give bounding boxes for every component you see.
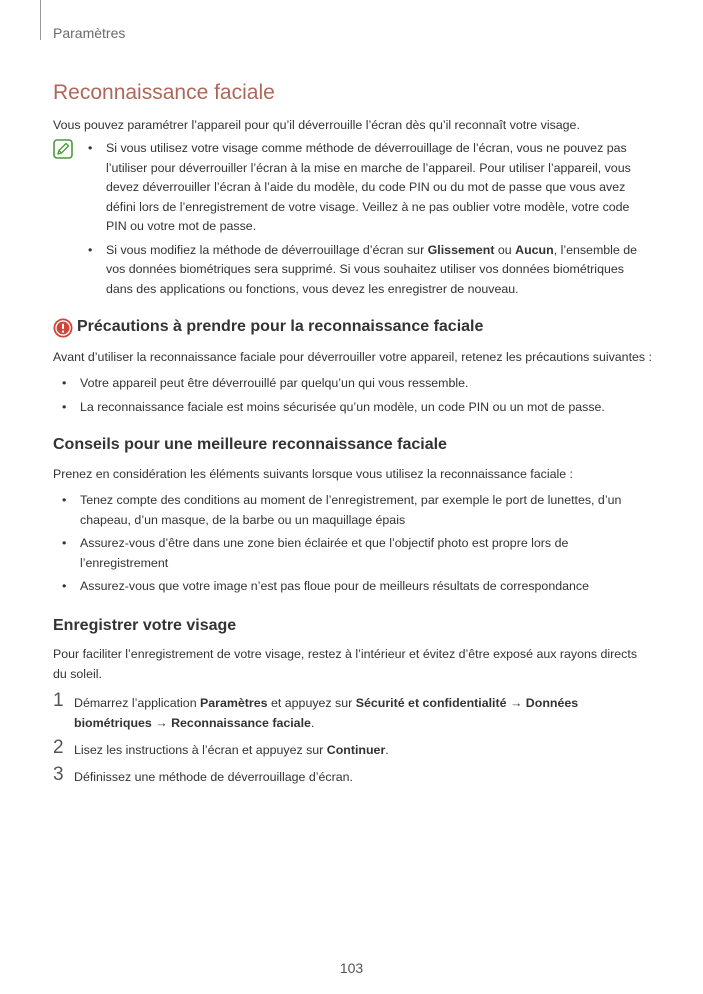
list-item [62,491,654,530]
precautions-intro: Avant d’utiliser la reconnaissance faciale pour déverrouiller votre appareil, retenez les précautions suivantes : [53,350,652,364]
bullet: • [62,536,67,550]
list-item-text: Assurez-vous d’être dans une zone bien éclairée et que l’objectif photo est propre lors de l’enregistrement [80,536,569,570]
bullet: • [62,376,67,390]
list-item [62,398,654,418]
list-item-text: Assurez-vous que votre image n’est pas floue pour de meilleurs résultats de correspondance [80,579,589,593]
list-item-text: Tenez compte des conditions au moment de l’enregistrement, par exemple le port de lunettes, d’un chapeau, d’un masque, de la barbe ou un maquillage épais [80,493,622,527]
page-number: 103 [339,960,364,976]
tips-intro: Prenez en considération les éléments suivants lorsque vous utilisez la reconnaissance faciale : [53,467,574,481]
bullet: • [62,579,67,593]
precautions-heading: Précautions à prendre pour la reconnaissance faciale [77,318,484,335]
section-header: Paramètres [53,25,126,41]
list-item [62,374,654,394]
warning-icon [53,318,73,338]
step-text: Démarrez l’application Paramètres et appuyez sur Sécurité et confidentialité → Données biométriques → Reconnaissance faciale. [74,696,579,730]
note-block [88,139,653,303]
bullet: • [62,399,67,414]
header-divider [40,0,41,40]
note-pencil-icon [53,139,73,159]
tips-list [62,491,654,601]
step-number: 3 [53,764,64,785]
page-title: Reconnaissance faciale [53,81,275,104]
bullet: • [88,141,93,155]
step-number: 1 [53,690,64,711]
step-text: Lisez les instructions à l’écran et appuyez sur Continuer. [74,743,389,757]
tips-heading: Conseils pour une meilleure reconnaissance faciale [53,436,447,453]
bullet: • [62,493,67,507]
list-item-text: La reconnaissance faciale est moins sécurisée qu’un modèle, un code PIN ou un mot de passe. [80,399,605,414]
list-item [62,577,654,597]
bullet: • [88,242,93,257]
list-item-text: Votre appareil peut être déverrouillé par quelqu’un qui vous ressemble. [80,376,469,390]
note-item-text: Si vous utilisez votre visage comme méthode de déverrouillage de l’écran, vous ne pouvez pas l’utiliser pour déverrouiller l’écran à la mise en marche de l’appareil. Pour utiliser l’appareil, vous devez déverrouiller l’écran à l’aide du modèle, du code PIN ou du mot de passe que vous avez défini lors de l’enregistrement de votre visage. Veillez à ne pas oublier votre modèle, votre code PIN ou votre mot de passe. [106,141,631,233]
list-item [62,534,654,573]
step-number: 2 [53,737,64,758]
note-item-text: Si vous modifiez la méthode de déverrouillage d’écran sur Glissement ou Aucun, l’ensemble de vos données biométriques sera supprimé. Si vous souhaitez utiliser vos données biométriques dans des applications ou fonctions, vous devez les enregistrer de nouveau. [106,242,638,296]
note-item [88,241,653,300]
register-heading: Enregistrer votre visage [53,617,237,634]
step-text: Définissez une méthode de déverrouillage d’écran. [74,770,353,784]
precautions-list [62,374,654,421]
note-item [88,139,653,237]
intro-paragraph: Vous pouvez paramétrer l’appareil pour qu’il déverrouille l’écran dès qu’il reconnaît votre visage. [53,118,580,132]
register-intro: Pour faciliter l’enregistrement de votre visage, restez à l’intérieur et évitez d’être exposé aux rayons directs du soleil. [53,647,638,681]
